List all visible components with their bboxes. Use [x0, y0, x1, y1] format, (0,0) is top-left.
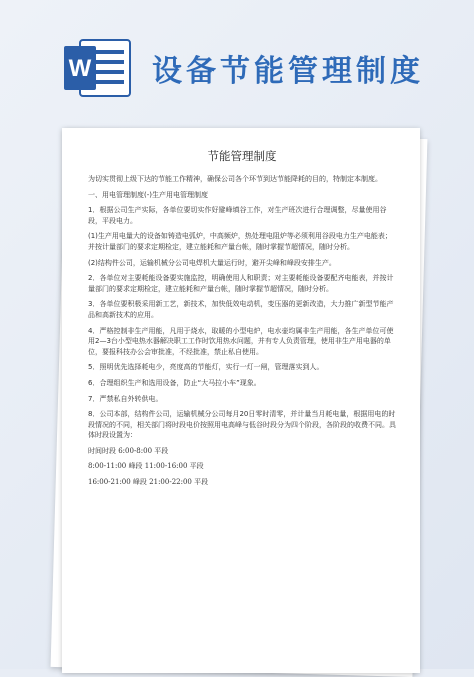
paragraph: 7．严禁私自外转供电。: [88, 394, 163, 403]
paragraph: 一、用电管理制度(-)生产用电管理制度: [88, 190, 208, 199]
document-content: [88, 148, 396, 493]
word-letter: W: [68, 55, 92, 82]
document-title: 节能管理制度: [207, 149, 277, 163]
paragraph: 6．合理组织生产和选用设备，防止“大马拉小车”现象。: [88, 378, 261, 387]
time-row: 16:00-21:00 峰段 21:00-22:00 平段: [88, 478, 209, 487]
document-heading: 设备节能管理制度: [152, 54, 424, 89]
paragraph: 2．各单位对主要耗能设备要实施监控，明确使用人和职责；对主要耗能设备要配齐电能表，并按计量部门的要求定期检定，建立能耗和产量台帐，随时掌握节超情况，随时分析。: [88, 274, 394, 293]
paragraph: 为切实贯彻上级下达的节能工作精神，确保公司各个环节到达节能降耗的目的，特制定本制度。: [88, 175, 382, 183]
paragraph: 4．严格控制非生产用能，凡用于烧水，取暖的小型电炉，电水壶均属非生产用能，各生产单位可使用2—3台小型电热水器解决职工工作时饮用热水问题，并有专人负责管理，使用非生产用电器的单位，要报科技办公会审批准，不经批准，禁止私自使用。: [88, 326, 394, 356]
header-banner: [0, 0, 474, 120]
word-document-icon: [62, 38, 132, 98]
document-page: [62, 128, 420, 673]
time-intro: 时间时段 6:00-8:00 平段: [88, 446, 169, 455]
paragraph: (1)生产用电量大的设备如铸造电弧炉，中高频炉，热处理电阻炉等必须利用谷段电力生产电能表；并按计量部门的要求定期检定，建立能耗和产量台帐，随时掌握节超情况，随时分析。: [88, 232, 392, 251]
time-row: 8:00-11:00 峰段 11:00-16:00 平段: [88, 462, 204, 471]
paragraph: 3．各单位要积极采用新工艺，新技术，加快低效电动机，变压器的更新改造，大力推广新型节能产品和高新技术的应用。: [88, 300, 394, 319]
paragraph: 8．公司本部，结构件公司，运输机械分公司每月20日零时清零，并计量当月耗电量，根据用电的时段情况的不同，相关部门将时段电价按照用电高峰与低谷时段分为四个阶段，各阶段的收费不同。具体时段设置为：: [88, 410, 396, 440]
paragraph: 5．照明优先选择耗电少，亮度高的节能灯，实行一灯一闸，管理落实到人。: [88, 363, 324, 372]
paragraph: (2)结构件公司，运输机械分公司电焊机大量运行时，避开尖峰和峰段安排生产。: [88, 258, 336, 267]
paragraph: 1．根据公司生产实际，各单位要切实作好避峰填谷工作，对生产班次进行合理调整，尽量使用谷段，平段电力。: [88, 206, 387, 225]
